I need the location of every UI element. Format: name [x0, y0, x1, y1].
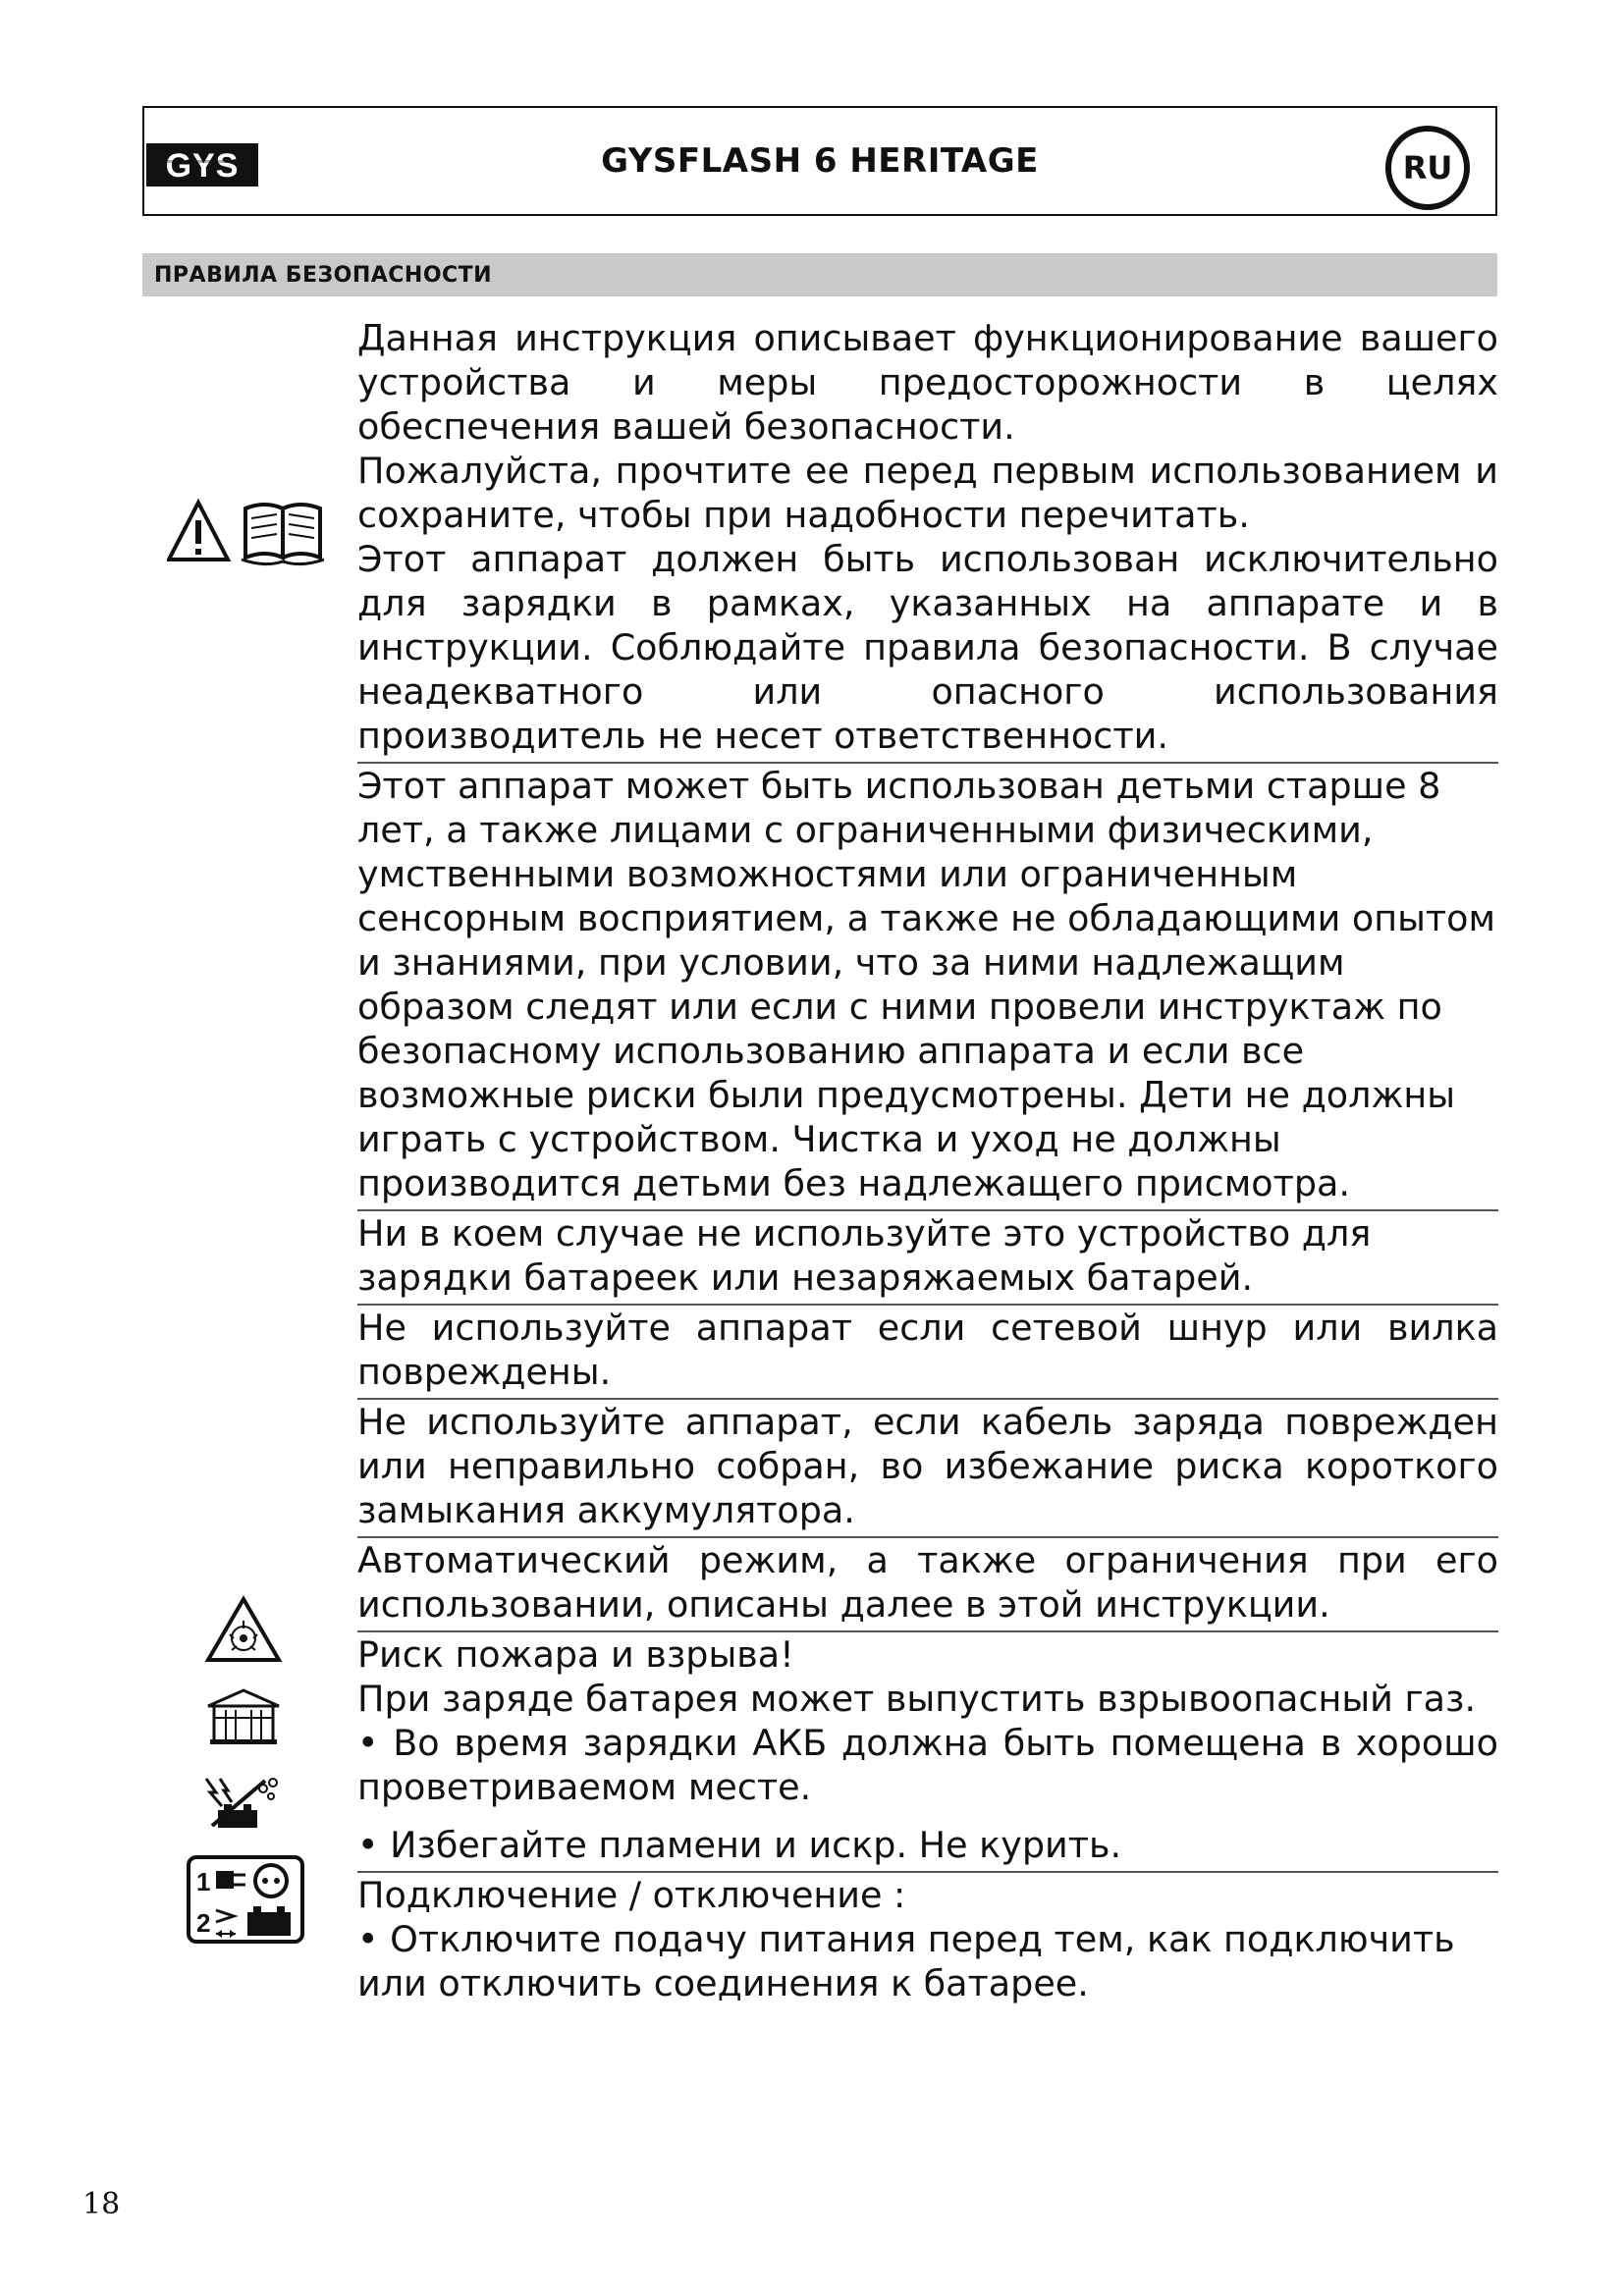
damaged-cable-text: Не используйте аппарат, если кабель заряда поврежден или неправильно собран, во избежание риска короткого замыкания аккумулятора.	[357, 1401, 1498, 1531]
fire-explosion-risk-text: Риск пожара и взрыва!	[357, 1633, 794, 1676]
explosive-gas-text: При заряде батарея может выпустить взрывоопасный газ.	[357, 1678, 1477, 1720]
connection-step-2-label: 2	[196, 1908, 211, 1938]
no-flame-no-smoking-icon	[200, 1775, 285, 1830]
automatic-mode-block	[357, 1538, 1498, 1632]
section-title: ПРАВИЛА БЕЗОПАСНОСТИ	[154, 263, 493, 288]
page-number: 18	[82, 2187, 121, 2221]
non-rechargeable-block	[357, 1211, 1498, 1306]
connection-instruction-text: • Отключите подачу питания перед тем, как подключить или отключить соединения к батарее.	[357, 1918, 1455, 2004]
ventilated-area-icon	[204, 1688, 283, 1747]
children-use-text: Этот аппарат может быть использован детьми старше 8 лет, а также лицами с ограниченными физическими, умственными возможностями или ограниченным сенсорным восприятием, а также не обладающими опытом и знаниями, при условии, что за ними надлежащим образом следят или если с ними провели инструктаж по безопасному использованию аппарата и если все возможные риски были предусмотрены. Дети не должны играть с устройством. Чистка и уход не должны производится детьми без надлежащего присмотра.	[357, 765, 1496, 1204]
logo-text: GYS	[165, 147, 240, 185]
instructions-read-keep-text: Пожалуйста, прочтите ее перед первым использованием и сохраните, чтобы при надобности перечитать.	[357, 450, 1498, 536]
section-header-bar	[142, 253, 1497, 296]
connection-sequence-icon	[187, 1855, 304, 1944]
instructions-usage-limits-text: Этот аппарат должен быть использован исключительно для зарядки в рамках, указанных на аппарате и в инструкции. Соблюдайте правила безопасности. В случае неадекватного или опасного использования производитель не несет ответственности.	[357, 538, 1498, 757]
connection-step-1-label: 1	[196, 1867, 211, 1896]
instructions-purpose-text: Данная инструкция описывает функционирование вашего устройства и меры предосторожности в целях обеспечения вашей безопасности.	[357, 317, 1498, 448]
no-flame-text: • Избегайте пламени и искр. Не курить.	[357, 1824, 1122, 1866]
connection-block	[357, 1873, 1498, 2009]
warning-read-manual-icon	[167, 499, 324, 567]
children-use-block	[357, 764, 1498, 1211]
document-title: GYSFLASH 6 HERITAGE	[601, 141, 1039, 181]
non-rechargeable-text: Ни в коем случае не используйте это устройство для зарядки батареек или незаряжаемых батарей.	[357, 1212, 1372, 1299]
language-badge: RU	[1385, 126, 1470, 210]
ventilation-text: • Во время зарядки АКБ должна быть помещена в хорошо проветриваемом месте.	[357, 1722, 1498, 1808]
safety-instructions-content	[357, 316, 1498, 2009]
damaged-cable-block	[357, 1400, 1498, 1538]
explosion-warning-icon	[204, 1595, 283, 1664]
connection-heading-text: Подключение / отключение :	[357, 1874, 906, 1916]
automatic-mode-text: Автоматический режим, а также ограничения при его использовании, описаны далее в этой инструкции.	[357, 1539, 1498, 1626]
damaged-cord-text: Не используйте аппарат если сетевой шнур или вилка повреждены.	[357, 1307, 1498, 1393]
instructions-block	[357, 316, 1498, 764]
fire-explosion-block	[357, 1632, 1498, 1873]
document-header	[142, 106, 1497, 216]
damaged-cord-block	[357, 1306, 1498, 1400]
